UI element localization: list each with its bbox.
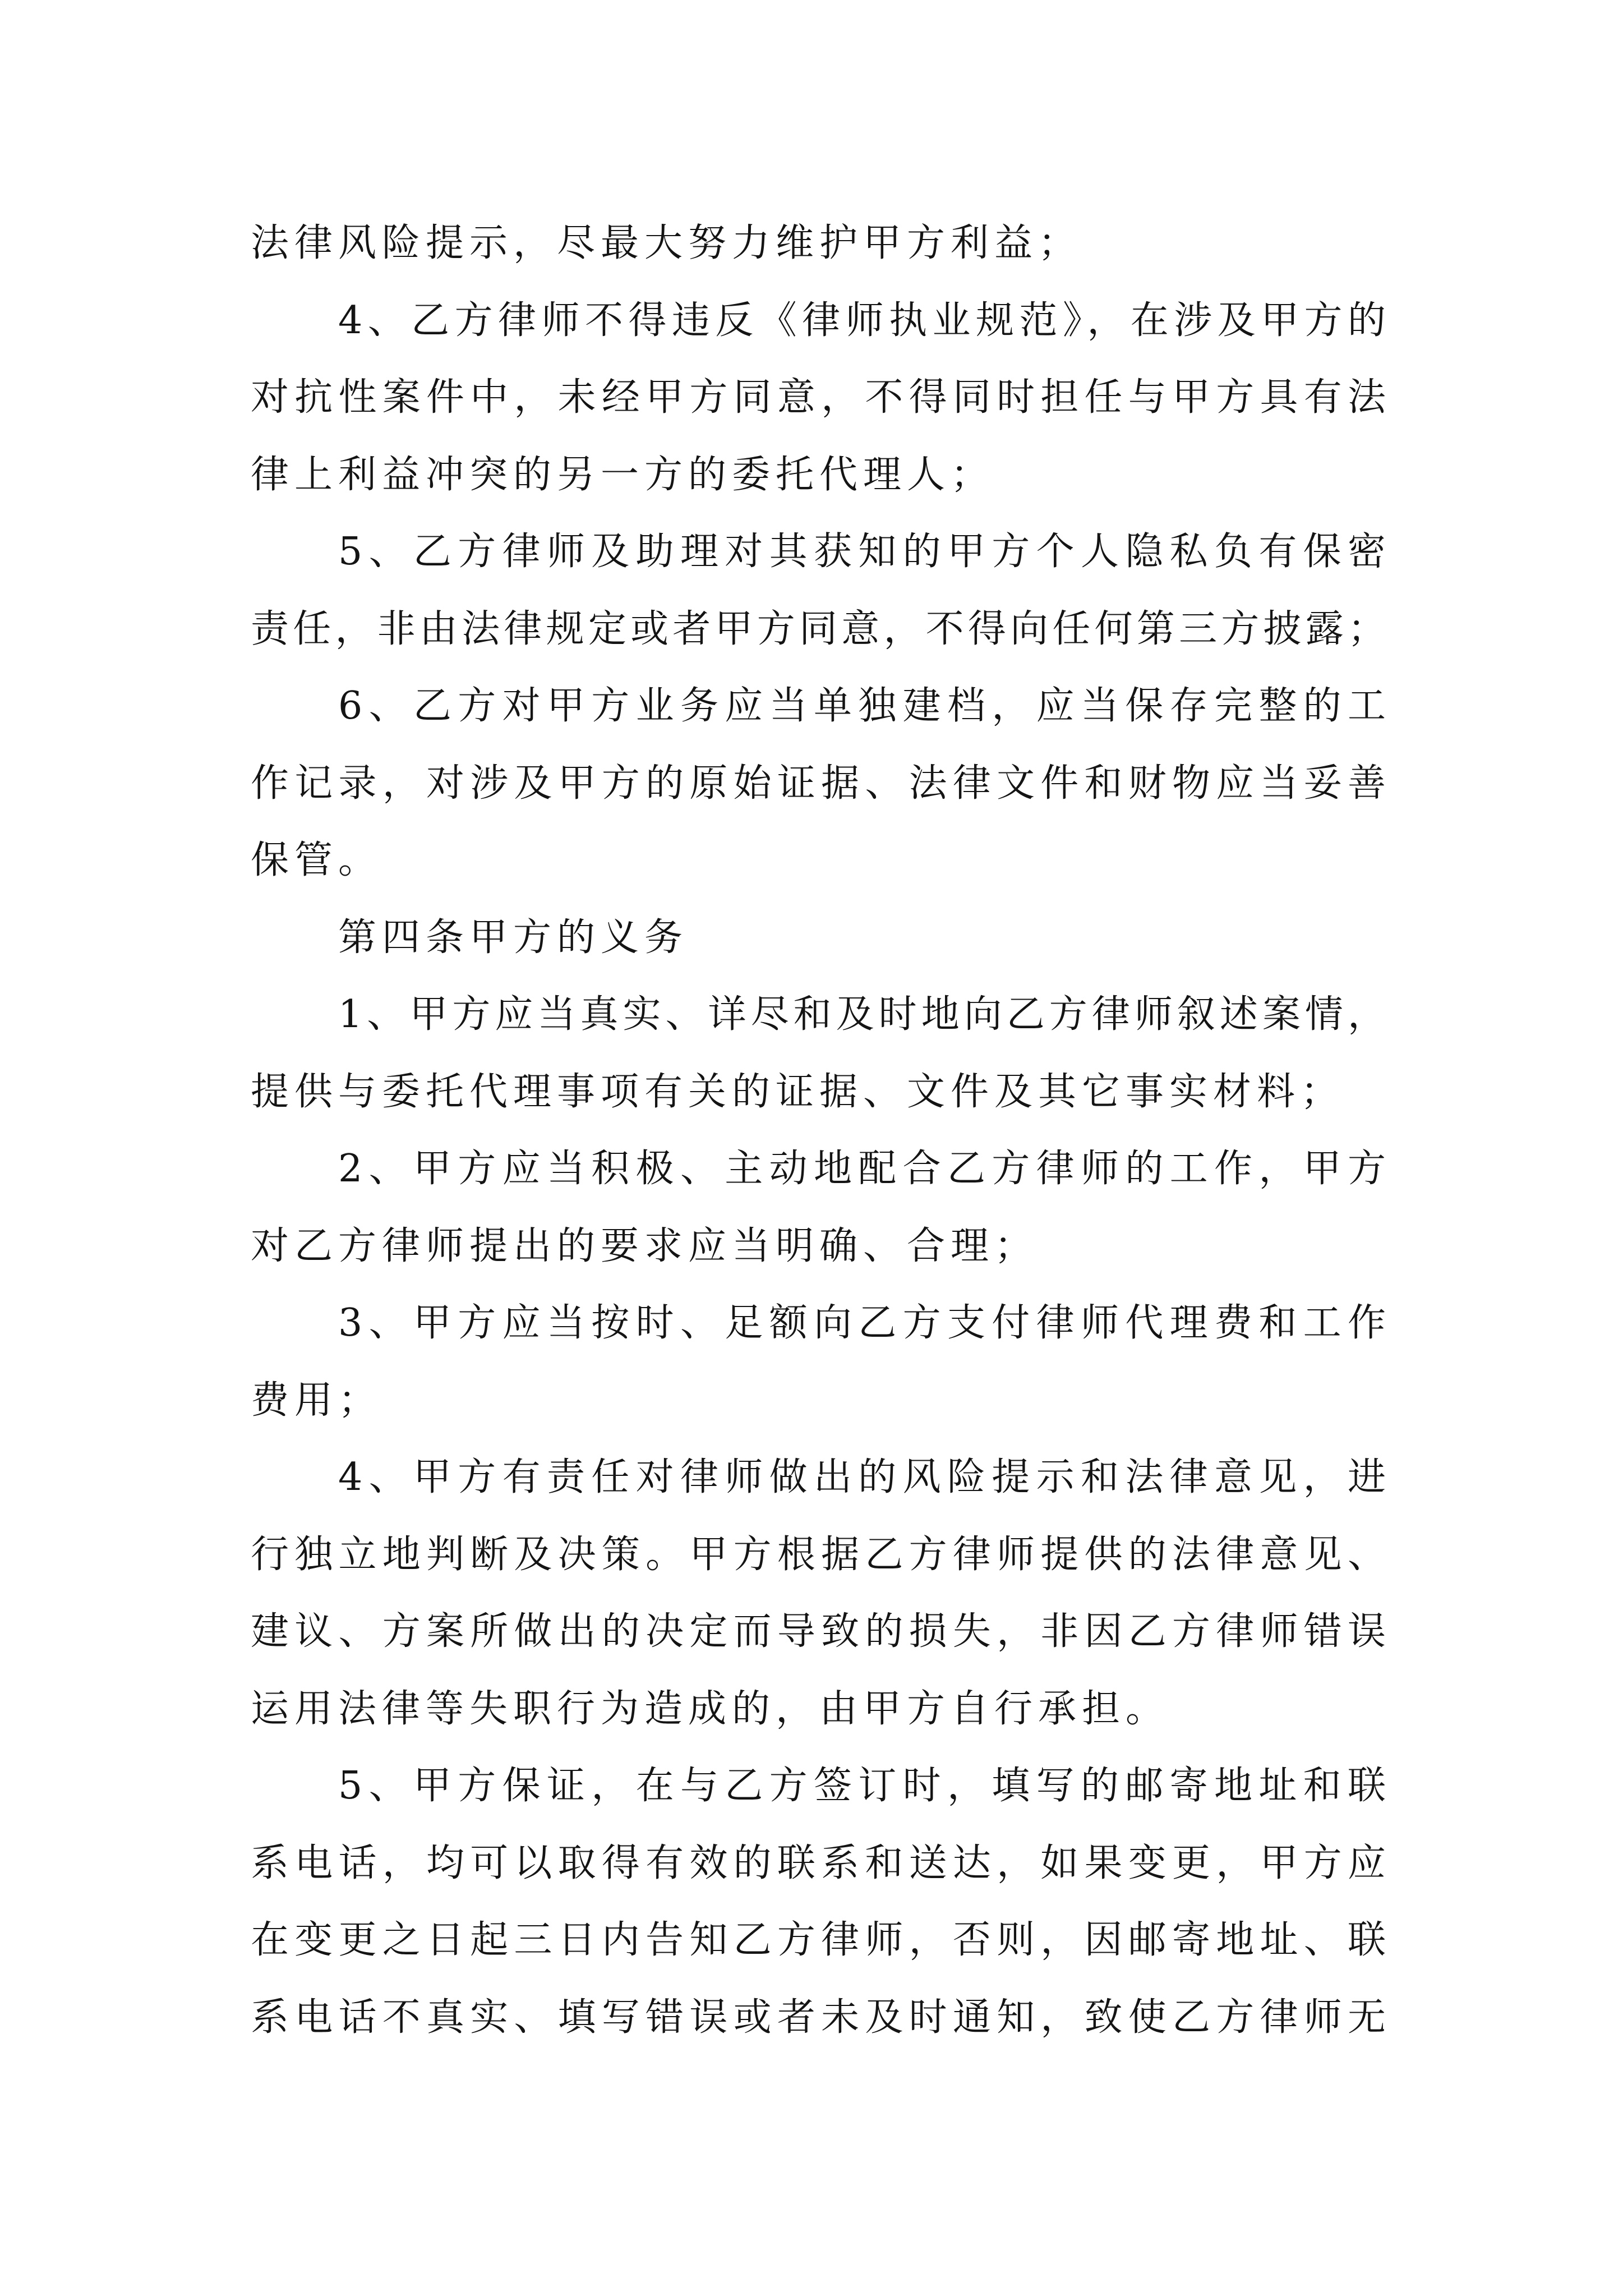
text-line: 行独立地判断及决策。甲方根据乙方律师提供的法律意见、 — [251, 1532, 1387, 1577]
text-line: 法律风险提示，尽最大努力维护甲方利益； — [251, 221, 1082, 265]
text-line: 3、甲方应当按时、足额向乙方支付律师代理费和工作 — [338, 1301, 1387, 1345]
text-line: 运用法律等失职行为造成的，由甲方自行承担。 — [251, 1686, 1170, 1731]
text-line: 系电话，均可以取得有效的联系和送达，如果变更，甲方应 — [251, 1841, 1387, 1885]
text-line: 建议、方案所做出的决定而导致的损失，非因乙方律师错误 — [251, 1609, 1387, 1654]
text-line: 5、甲方保证，在与乙方签订时，填写的邮寄地址和联 — [338, 1764, 1387, 1808]
text-line: 2、甲方应当积极、主动地配合乙方律师的工作，甲方 — [338, 1147, 1387, 1191]
text-line: 责任，非由法律规定或者甲方同意，不得向任何第三方披露； — [251, 606, 1387, 651]
text-line: 保管。 — [251, 838, 382, 882]
text-line: 费用； — [251, 1378, 382, 1423]
text-line: 作记录，对涉及甲方的原始证据、法律文件和财物应当妥善 — [251, 761, 1387, 806]
text-line: 提供与委托代理事项有关的证据、文件及其它事实材料； — [251, 1069, 1345, 1114]
document-body — [251, 205, 1387, 2056]
text-line: 对乙方律师提出的要求应当明确、合理； — [251, 1223, 1039, 1268]
section-heading: 第四条甲方的义务 — [338, 915, 689, 960]
text-line: 4、甲方有责任对律师做出的风险提示和法律意见，进 — [338, 1455, 1387, 1499]
text-line: 6、乙方对甲方业务应当单独建档，应当保存完整的工 — [338, 684, 1387, 728]
text-line: 对抗性案件中，未经甲方同意，不得同时担任与甲方具有法 — [251, 375, 1387, 420]
text-line: 系电话不真实、填写错误或者未及时通知，致使乙方律师无 — [251, 1995, 1387, 2040]
text-line: 5、乙方律师及助理对其获知的甲方个人隐私负有保密 — [338, 530, 1387, 574]
text-line: 1、甲方应当真实、详尽和及时地向乙方律师叙述案情， — [338, 992, 1387, 1037]
text-line: 在变更之日起三日内告知乙方律师，否则，因邮寄地址、联 — [251, 1918, 1387, 1962]
text-line: 律上利益冲突的另一方的委托代理人； — [251, 452, 995, 497]
text-line: 4、乙方律师不得违反《律师执业规范》，在涉及甲方的 — [338, 298, 1387, 343]
